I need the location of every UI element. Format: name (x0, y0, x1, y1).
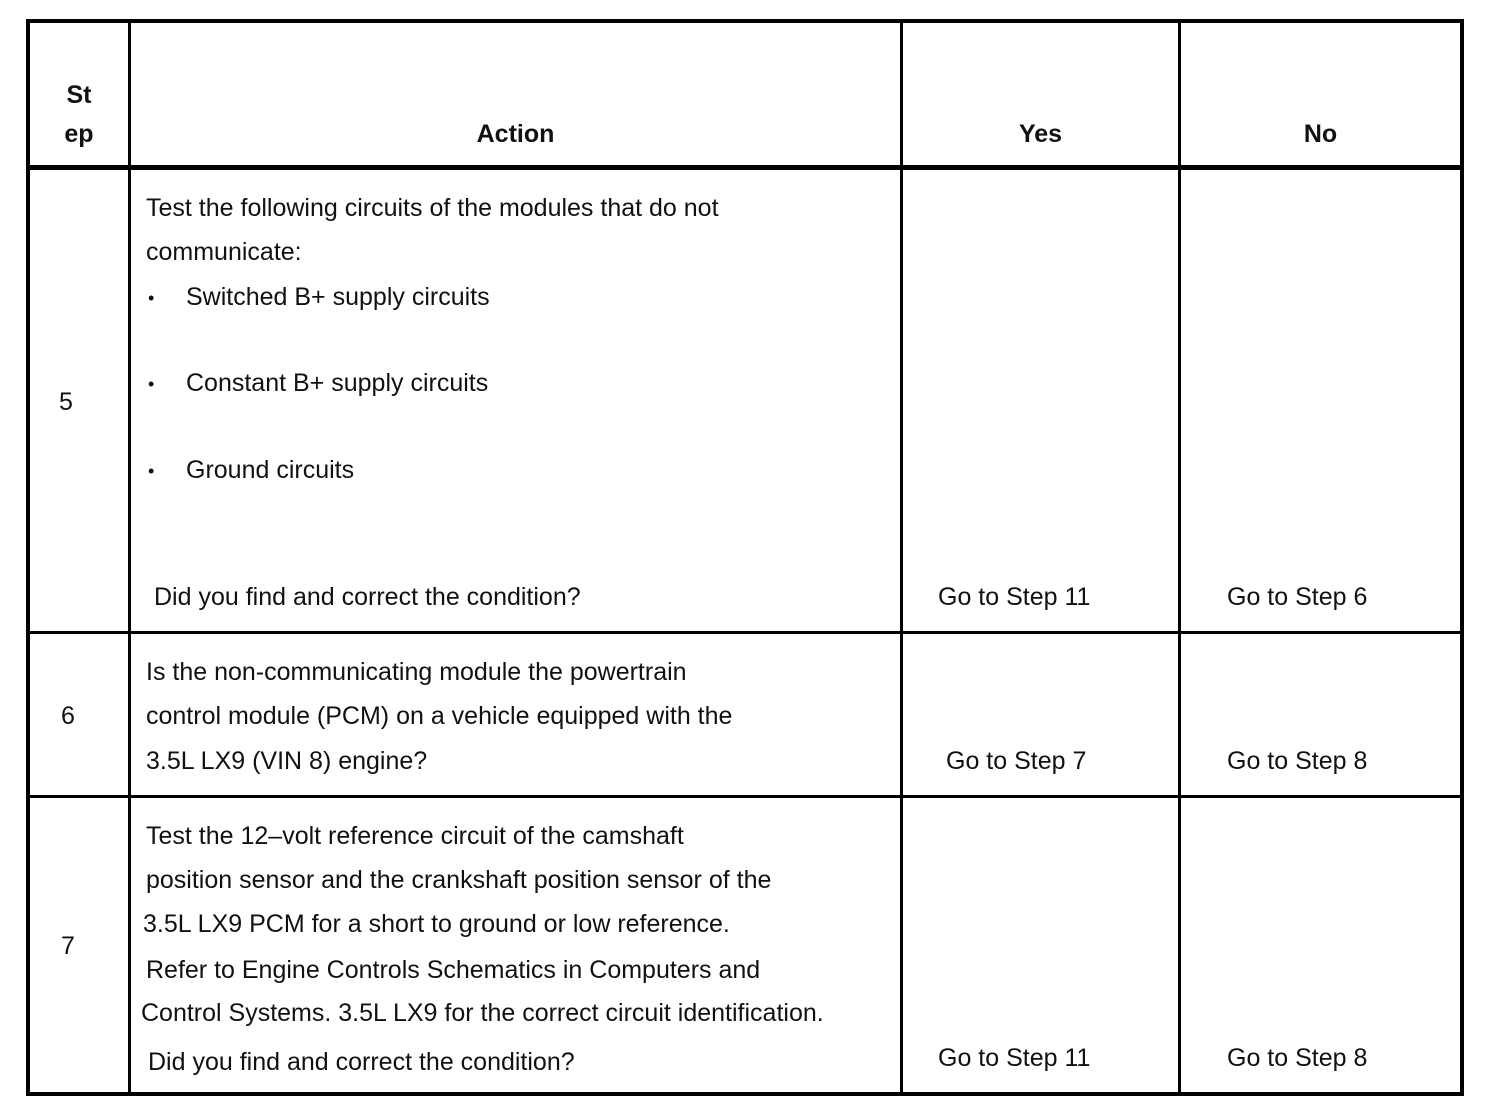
bullet-icon: • (148, 288, 155, 308)
yes-result: Go to Step 7 (946, 747, 1087, 775)
action-line: Test the following circuits of the modules that do not (146, 194, 719, 222)
action-line: Is the non-communicating module the powertrain (146, 658, 687, 686)
header-step (30, 83, 128, 147)
action-line: communicate: (146, 238, 302, 266)
table-border-top (26, 19, 1464, 23)
bullet-item: Constant B+ supply circuits (186, 369, 489, 397)
yes-result: Go to Step 11 (938, 1044, 1091, 1072)
header-step-line2: ep (64, 120, 94, 148)
bullet-icon: • (148, 374, 155, 394)
bullet-item: Ground circuits (186, 456, 355, 484)
action-line: 3.5L LX9 PCM for a short to ground or low reference. (143, 910, 730, 938)
yes-result: Go to Step 11 (938, 583, 1091, 611)
table-border-bottom (26, 1092, 1464, 1096)
step-number: 5 (59, 388, 73, 416)
row-divider (26, 795, 1464, 798)
no-result: Go to Step 8 (1227, 747, 1368, 775)
row-divider (26, 631, 1464, 634)
question: Did you find and correct the condition? (148, 1048, 575, 1076)
bullet-item: Switched B+ supply circuits (186, 283, 490, 311)
table-border-right (1460, 19, 1464, 1096)
step-number: 7 (61, 932, 75, 960)
header-yes: Yes (1018, 120, 1063, 148)
header-no: No (1303, 120, 1338, 148)
column-divider (900, 19, 903, 1096)
action-line: 3.5L LX9 (VIN 8) engine? (146, 747, 428, 775)
action-line: position sensor and the crankshaft position sensor of the (146, 866, 772, 894)
action-line: Refer to Engine Controls Schematics in Computers and (146, 956, 761, 984)
no-result: Go to Step 8 (1227, 1044, 1368, 1072)
header-action: Action (476, 120, 555, 148)
no-result: Go to Step 6 (1227, 583, 1368, 611)
column-divider (1178, 19, 1181, 1096)
column-divider (128, 19, 131, 1096)
bullet-icon: • (148, 461, 155, 481)
action-line: Control Systems. 3.5L LX9 for the correct circuit identification. (141, 999, 824, 1027)
table-border-left (26, 19, 30, 1096)
action-line: control module (PCM) on a vehicle equipped with the (146, 702, 733, 730)
step-number: 6 (61, 702, 75, 730)
header-step-line1: St (66, 81, 92, 109)
header-divider (26, 165, 1464, 170)
action-line: Test the 12–volt reference circuit of the camshaft (146, 822, 684, 850)
question: Did you find and correct the condition? (154, 583, 581, 611)
